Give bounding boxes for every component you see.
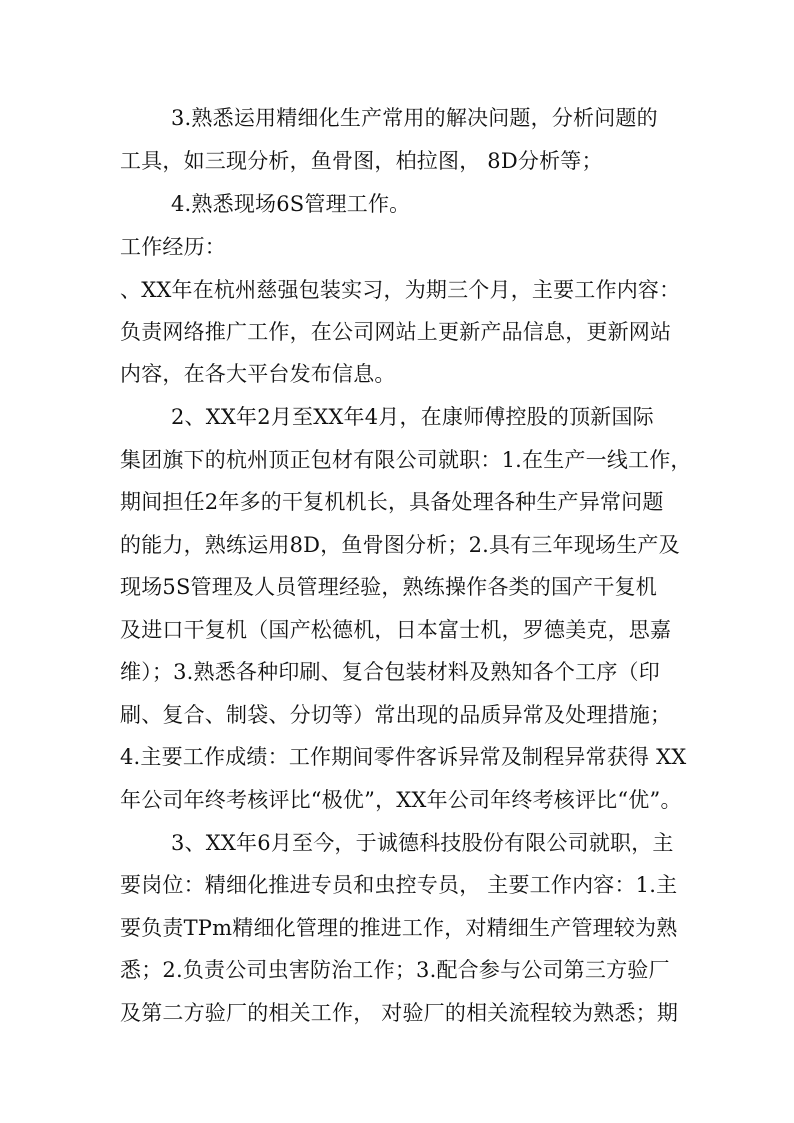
text-line-13: 及进口干复机（国产松德机，日本富士机，罗德美克，思嘉 bbox=[120, 618, 672, 642]
text-line-20: 要负责TPm精细化管理的推进工作，对精细生产管理较为熟 bbox=[120, 916, 678, 940]
text-line-3: 4.熟悉现场6S管理工作。 bbox=[171, 192, 411, 216]
text-line-10: 期间担任2年多的干复机机长，具备处理各种生产异常问题 bbox=[120, 490, 664, 514]
text-line-9: 集团旗下的杭州顶正包材有限公司就职：1.在生产一线工作， bbox=[120, 448, 692, 472]
text-line-6: 负责网络推广工作，在公司网站上更新产品信息，更新网站 bbox=[120, 320, 672, 344]
text-line-17: 年公司年终考核评比“极优”，XX年公司年终考核评比“优”。 bbox=[120, 788, 682, 812]
text-line-15: 刷、复合、制袋、分切等）常出现的品质异常及处理措施； bbox=[120, 703, 672, 727]
text-line-5: 、XX年在杭州慈强包装实习，为期三个月，主要工作内容： bbox=[120, 278, 681, 302]
text-line-21: 悉；2.负责公司虫害防治工作；3.配合参与公司第三方验厂 bbox=[120, 958, 670, 982]
text-line-12: 现场5S管理及人员管理经验，熟练操作各类的国产干复机 bbox=[120, 575, 657, 599]
text-line-14: 维）；3.熟悉各种印刷、复合包装材料及熟知各个工序（印 bbox=[120, 660, 660, 684]
section-heading-work-experience: 工作经历： bbox=[120, 235, 226, 259]
text-line-16: 4.主要工作成绩：工作期间零件客诉异常及制程异常获得 XX bbox=[120, 745, 687, 769]
text-line-22: 及第二方验厂的相关工作， 对验厂的相关流程较为熟悉；期 bbox=[120, 1001, 679, 1025]
text-line-7: 内容，在各大平台发布信息。 bbox=[120, 362, 396, 386]
text-line-19: 要岗位：精细化推进专员和虫控专员， 主要工作内容：1.主 bbox=[120, 873, 678, 897]
text-line-18: 3、XX年6月至今，于诚德科技股份有限公司就职，主 bbox=[171, 831, 674, 855]
text-line-8: 2、XX年2月至XX年4月，在康师傅控股的顶新国际 bbox=[171, 405, 654, 429]
text-line-1: 3.熟悉运用精细化生产常用的解决问题，分析问题的 bbox=[171, 106, 658, 130]
text-line-2: 工具，如三现分析，鱼骨图，柏拉图， 8D分析等； bbox=[120, 149, 603, 173]
text-line-11: 的能力，熟练运用8D，鱼骨图分析；2.具有三年现场生产及 bbox=[120, 533, 680, 557]
